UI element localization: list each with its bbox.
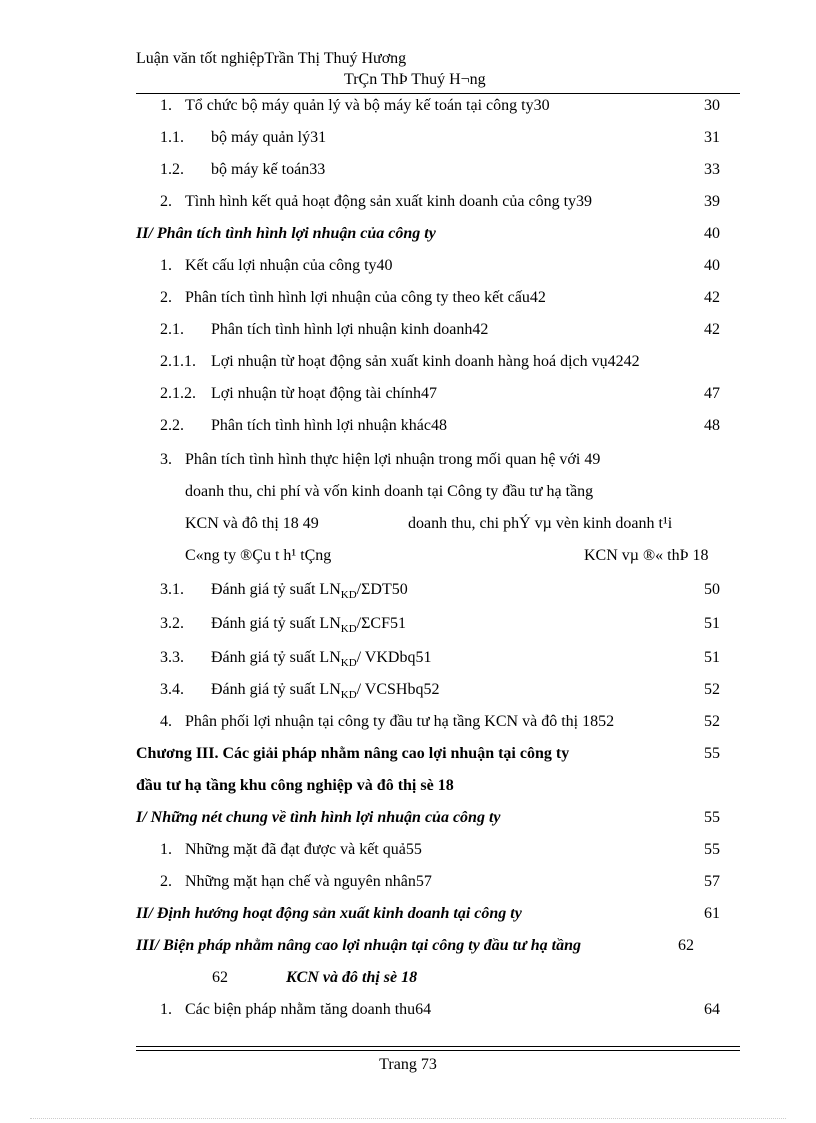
toc-number: 1. [160,257,172,274]
toc-entry [0,581,816,607]
toc-text: Phân tích tình hình lợi nhuận của công ty theo kết cấu42 [185,289,546,306]
toc-entry [0,129,816,155]
toc-entry [0,97,816,123]
toc-number: 3. [160,451,172,468]
toc-text: doanh thu, chi phí và vốn kinh doanh tại Công ty đầu tư hạ tầng [185,483,594,500]
toc-page: 52 [704,681,720,698]
toc-text-garbled: doanh thu, chi phÝ vµ vèn kinh doanh t¹i [408,515,673,532]
toc-chapter [0,745,816,771]
toc-number: 2.1.1. [160,353,196,370]
toc-text: Chương III. Các giải pháp nhằm nâng cao lợi nhuận tại công ty [136,745,570,762]
toc-entry [0,649,816,675]
toc-section [0,225,816,251]
toc-text: Các biện pháp nhằm tăng doanh thu64 [185,1001,432,1018]
toc-page: 55 [704,809,720,826]
toc-page: 33 [704,161,720,178]
toc-section [0,905,816,931]
toc-number: 2.2. [160,417,184,434]
toc-entry [0,681,816,707]
toc-entry [0,451,816,477]
toc-number: 1. [160,97,172,114]
toc-number: 3.3. [160,649,184,666]
toc-page: 51 [704,649,720,666]
toc-page: 40 [704,257,720,274]
toc-text: Kết cấu lợi nhuận của công ty40 [185,257,393,274]
toc-entry [0,615,816,641]
header-line-2: TrÇn ThÞ Thuý H¬ng [344,71,486,88]
toc-text: Đánh giá tỷ suất LN [211,615,341,632]
toc-text: Phân tích tình hình thực hiện lợi nhuận trong mối quan hệ với 49 [185,451,601,468]
toc-page: 62 [212,969,228,986]
toc-entry [0,353,816,379]
toc-page: 39 [704,193,720,210]
toc-page: 48 [704,417,720,434]
toc-text-tail: /ΣDT50 [356,581,408,598]
toc-page: 55 [704,745,720,762]
toc-page: 62 [678,937,694,954]
toc-entry [0,841,816,867]
toc-page: 42 [704,321,720,338]
toc-entry [0,1001,816,1027]
toc-page: 52 [704,713,720,730]
toc-page: 64 [704,1001,720,1018]
toc-entry [0,193,816,219]
toc-text: Những mặt hạn chế và nguyên nhân57 [185,873,432,890]
toc-entry-continuation [0,547,816,573]
toc-number: 2.1.2. [160,385,196,402]
toc-section [0,937,816,963]
toc-text: Phân tích tình hình lợi nhuận kinh doanh42 [211,321,489,338]
toc-number: 2. [160,873,172,890]
toc-text-garbled: KCN vµ ®« thÞ 18 [584,547,709,564]
toc-page: 50 [704,581,720,598]
toc-entry [0,257,816,283]
toc-entry-continuation [0,515,816,541]
toc-number: 2. [160,289,172,306]
toc-entry [0,713,816,739]
toc-text: Đánh giá tỷ suất LN [211,681,341,698]
toc-text: bộ máy quản lý31 [211,129,327,146]
toc-entry [0,417,816,443]
toc-text: đầu tư hạ tầng khu công nghiệp và đô thị sè 18 [136,777,454,794]
page-number: Trang 73 [379,1056,437,1073]
toc-section-continuation [0,969,816,995]
toc-page: 61 [704,905,720,922]
toc-text: bộ máy kế toán33 [211,161,326,178]
toc-number: 1. [160,1001,172,1018]
toc-subscript: KD [340,589,357,602]
toc-text-garbled: C«ng ty ®Çu t h¹ tÇng [185,547,332,564]
toc-number: 3.2. [160,615,184,632]
toc-number: 3.4. [160,681,184,698]
toc-page: 57 [704,873,720,890]
toc-number: 1.1. [160,129,184,146]
toc-text: KCN và đô thị 18 49 [185,515,319,532]
header-line-1: Luận văn tốt nghiệpTrần Thị Thuý Hương [136,50,407,67]
toc-text: Đánh giá tỷ suất LN [211,581,341,598]
footer-rule [136,1046,740,1047]
footer-rule [136,1050,740,1051]
toc-text: Những mặt đã đạt được và kết quả55 [185,841,422,858]
toc-section [0,809,816,835]
toc-subscript: KD [340,657,357,670]
toc-number: 2. [160,193,172,210]
toc-number: 4. [160,713,172,730]
toc-number: 3.1. [160,581,184,598]
toc-text: Tình hình kết quả hoạt động sản xuất kinh doanh của công ty39 [185,193,593,210]
toc-text: Tổ chức bộ máy quản lý và bộ máy kế toán tại công ty30 [185,97,550,114]
toc-number: 2.1. [160,321,184,338]
toc-chapter-continuation [0,777,816,803]
toc-text: Phân tích tình hình lợi nhuận khác48 [211,417,447,434]
toc-entry [0,289,816,315]
page-edge [30,1118,786,1119]
toc-entry [0,321,816,347]
toc-subscript: KD [340,689,357,702]
toc-page: 47 [704,385,720,402]
toc-text: Lợi nhuận từ hoạt động sản xuất kinh doanh hàng hoá dịch vụ4242 [211,353,640,370]
toc-page: 31 [704,129,720,146]
toc-number: 1.2. [160,161,184,178]
toc-text: I/ Những nét chung về tình hình lợi nhuận của công ty [136,809,501,826]
toc-page: 55 [704,841,720,858]
toc-text: II/ Phân tích tình hình lợi nhuận của công ty [136,225,436,242]
toc-text-tail: / VCSHbq52 [356,681,440,698]
toc-text-tail: / VKDbq51 [356,649,432,666]
toc-number: 1. [160,841,172,858]
toc-page: 30 [704,97,720,114]
toc-text: KCN và đô thị sè 18 [286,969,418,986]
toc-page: 40 [704,225,720,242]
toc-entry [0,385,816,411]
toc-text: Phân phối lợi nhuận tại công ty đầu tư hạ tầng KCN và đô thị 1852 [185,713,615,730]
toc-text: III/ Biện pháp nhằm nâng cao lợi nhuận tại công ty đầu tư hạ tầng [136,937,581,954]
toc-page: 51 [704,615,720,632]
toc-text: Lợi nhuận từ hoạt động tài chính47 [211,385,437,402]
toc-page: 42 [704,289,720,306]
toc-entry [0,873,816,899]
toc-subscript: KD [340,623,357,636]
toc-text: II/ Định hướng hoạt động sản xuất kinh doanh tại công ty [136,905,522,922]
toc-entry-continuation [0,483,816,509]
toc-text: Đánh giá tỷ suất LN [211,649,341,666]
header-rule [136,93,740,94]
toc-text-tail: /ΣCF51 [356,615,406,632]
toc-entry [0,161,816,187]
